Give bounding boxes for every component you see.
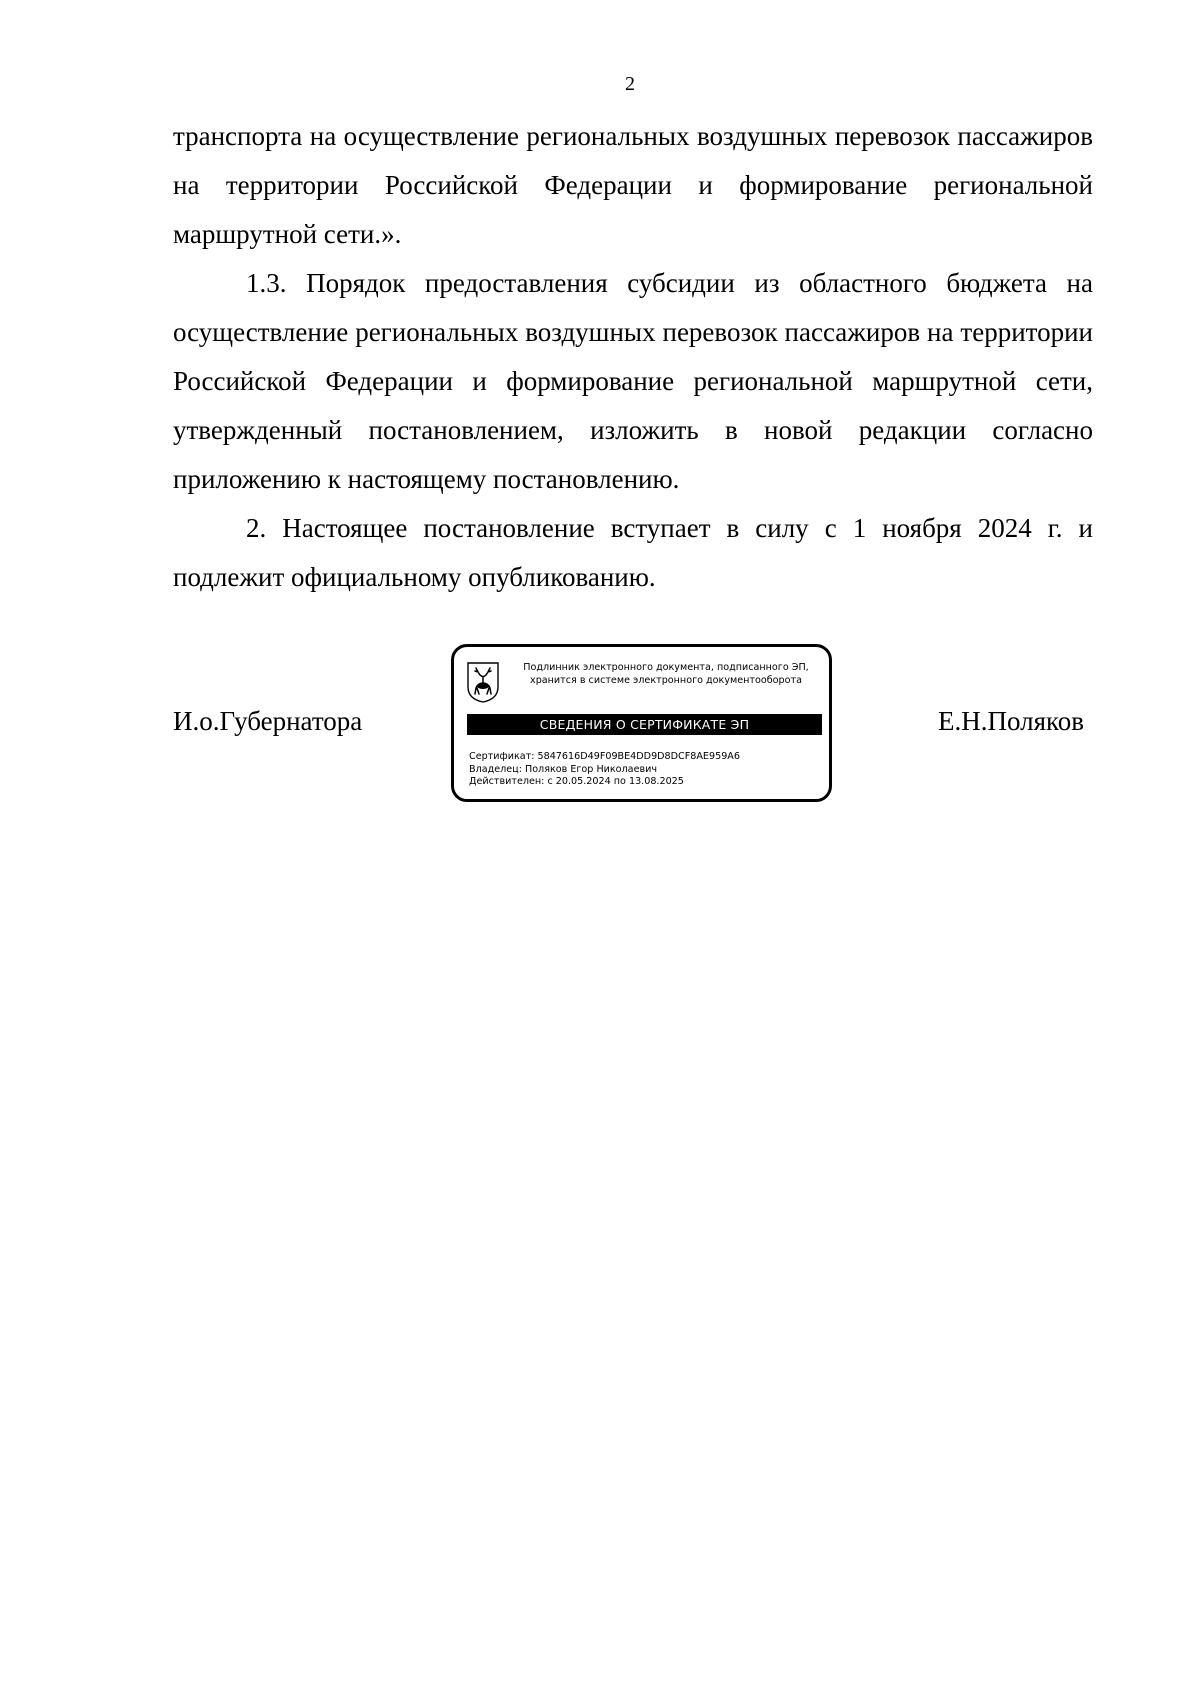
certificate-number: Сертификат: 5847616D49F09BE4DD9D8DCF8AE959A6 [469, 751, 740, 762]
page-number: 2 [625, 73, 635, 95]
stamp-header: СВЕДЕНИЯ О СЕРТИФИКАТЕ ЭП [467, 714, 822, 735]
certificate-validity: Действителен: с 20.05.2024 по 13.08.2025 [469, 776, 684, 788]
signer-name: Е.Н.Поляков [937, 706, 1084, 736]
signer-title: И.о.Губернатора [173, 706, 363, 736]
stamp-note-line: хранится в системе электронного документооборота [530, 674, 802, 686]
electronic-signature-stamp [451, 644, 832, 802]
certificate-owner: Владелец: Поляков Егор Николаевич [469, 763, 658, 775]
paragraph-2: 2. Настоящее постановление вступает в силу с 1 ноября 2024 г. и подлежит официальному опубликованию. [173, 513, 1093, 592]
stamp-note [506, 662, 826, 687]
paragraph-1-3: 1.3. Порядок предоставления субсидии из областного бюджета на осуществление региональных воздушных перевозок пассажиров на территории Российской Федерации и формирование региональной маршрутной сети, утвержденный постановлением, изложить в новой редакции согласно приложению к настоящему постановлению. [173, 268, 1093, 494]
stamp-note-line: Подлинник электронного документа, подписанного ЭП, [523, 662, 809, 673]
deer-coat-of-arms-icon [466, 661, 500, 703]
certificate-details [469, 751, 740, 789]
paragraph-continuation: транспорта на осуществление региональных воздушных перевозок пассажиров на территории Российской Федерации и формирование региональной маршрутной сети.». [173, 121, 1093, 249]
